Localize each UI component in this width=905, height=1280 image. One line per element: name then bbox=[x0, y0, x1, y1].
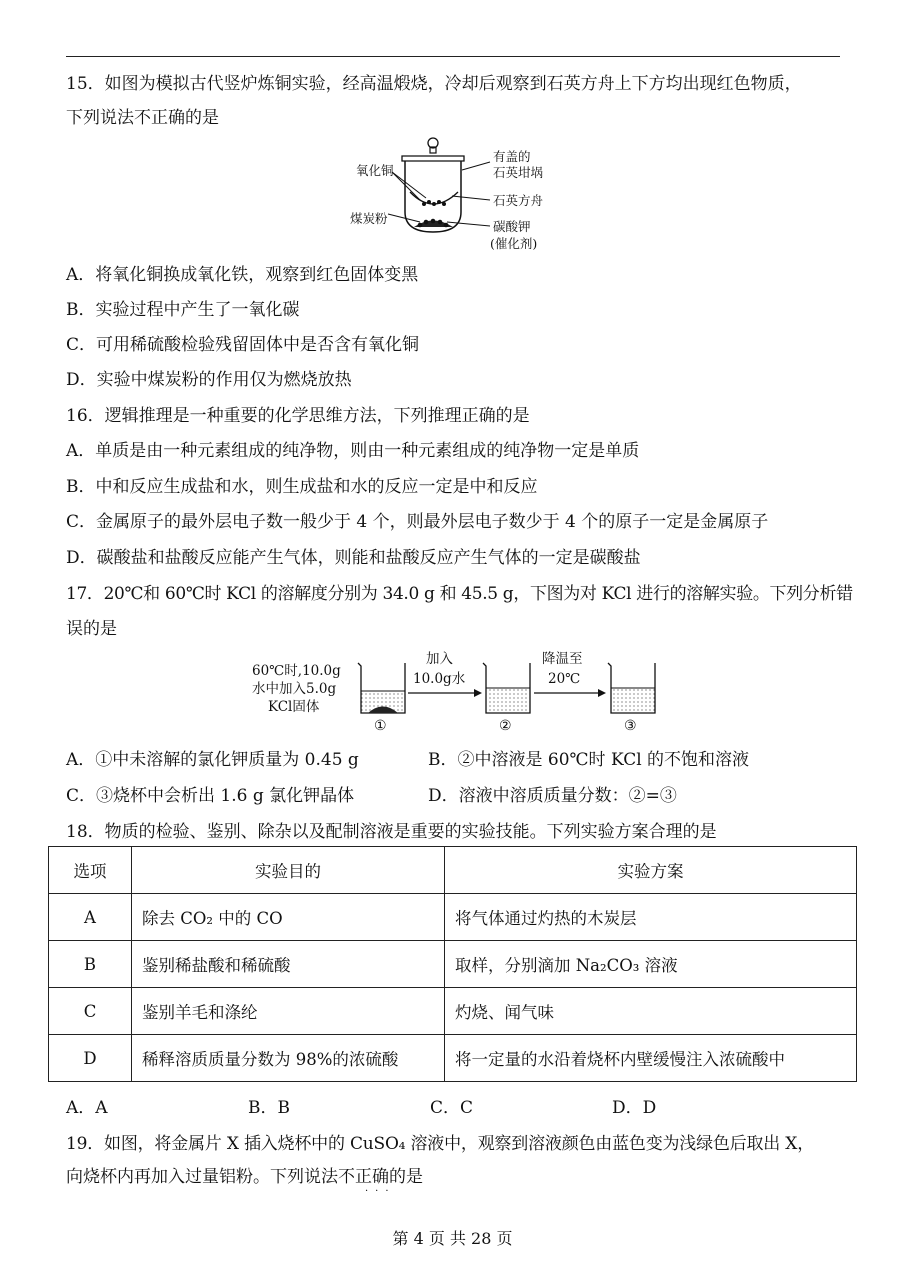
row-a-purpose: 除去 CO₂ 中的 CO bbox=[132, 894, 445, 941]
q18-answer-a: A．A bbox=[66, 1098, 108, 1118]
row-c-option: C bbox=[49, 988, 132, 1035]
row-d-purpose: 稀释溶质质量分数为 98%的浓硫酸 bbox=[132, 1035, 445, 1082]
q19-stem-line2: 向烧杯内再加入过量铝粉。下列说法不正确的是 bbox=[66, 1167, 423, 1187]
beaker-1-label: ① bbox=[374, 718, 387, 734]
q17-stem-line1: 17．20℃和 60℃时 KCl 的溶解度分别为 34.0 g 和 45.5 g，下图为对 KCl 进行的溶解实验。下列分析错 bbox=[66, 584, 853, 604]
q18-answer-d: D．D bbox=[612, 1098, 657, 1118]
row-a-plan: 将气体通过灼热的木炭层 bbox=[445, 894, 857, 941]
page-footer: 第 4 页 共 28 页 bbox=[392, 1229, 513, 1248]
table-row bbox=[49, 988, 857, 1035]
emphasis-dots: ··· bbox=[365, 1186, 396, 1197]
q18-stem: 18．物质的检验、鉴别、除杂以及配制溶液是重要的实验技能。下列实验方案合理的是 bbox=[66, 822, 717, 842]
q16-option-c: C．金属原子的最外层电子数一般少于 4 个，则最外层电子数少于 4 个的原子一定是金属原子 bbox=[66, 512, 769, 532]
table-row bbox=[49, 1035, 857, 1082]
q15-option-a: A．将氧化铜换成氧化铁，观察到红色固体变黑 bbox=[66, 265, 419, 285]
q19-stem-line1: 19．如图，将金属片 X 插入烧杯中的 CuSO₄ 溶液中，观察到溶液颜色由蓝色变为浅绿色后取出 X， bbox=[66, 1134, 815, 1154]
step1-line2: 10.0g水 bbox=[413, 671, 466, 687]
condition-line1: 60℃时,10.0g bbox=[252, 663, 341, 679]
condition-line2: 水中加入5.0g bbox=[252, 681, 337, 697]
row-d-option: D bbox=[49, 1035, 132, 1082]
header-option: 选项 bbox=[49, 847, 132, 894]
q18-table bbox=[48, 846, 857, 1082]
table-row bbox=[49, 941, 857, 988]
label-quartz-boat: 石英方舟 bbox=[493, 193, 544, 208]
beaker-3-label: ③ bbox=[624, 718, 637, 734]
step1-line1: 加入 bbox=[426, 651, 453, 667]
row-d-plan: 将一定量的水沿着烧杯内壁缓慢注入浓硫酸中 bbox=[445, 1035, 857, 1082]
q16-stem: 16．逻辑推理是一种重要的化学思维方法，下列推理正确的是 bbox=[66, 406, 530, 426]
label-catalyst: (催化剂) bbox=[490, 236, 538, 251]
step2-line1: 降温至 bbox=[542, 651, 583, 667]
q17-beaker-figure bbox=[248, 648, 668, 738]
table-header-row bbox=[49, 847, 857, 894]
q18-answer-b: B．B bbox=[248, 1098, 290, 1118]
q15-stem-line2: 下列说法不正确的是 bbox=[66, 108, 219, 128]
label-crucible-line2: 石英坩埚 bbox=[493, 165, 544, 180]
q16-option-d: D．碳酸盐和盐酸反应能产生气体，则能和盐酸反应产生气体的一定是碳酸盐 bbox=[66, 548, 641, 568]
q15-crucible-figure bbox=[340, 134, 570, 256]
q15-option-d: D．实验中煤炭粉的作用仅为燃烧放热 bbox=[66, 370, 352, 390]
beaker-2-label: ② bbox=[499, 718, 512, 734]
q17-option-c: C．③烧杯中会析出 1.6 g 氯化钾晶体 bbox=[66, 786, 355, 806]
row-b-option: B bbox=[49, 941, 132, 988]
header-rule bbox=[66, 56, 840, 57]
step2-line2: 20℃ bbox=[548, 671, 581, 687]
header-plan: 实验方案 bbox=[445, 847, 857, 894]
q17-option-d: D．溶液中溶质质量分数：②=③ bbox=[428, 786, 677, 806]
row-c-purpose: 鉴别羊毛和涤纶 bbox=[132, 988, 445, 1035]
q17-option-a: A．①中未溶解的氯化钾质量为 0.45 g bbox=[66, 750, 359, 770]
q16-option-a: A．单质是由一种元素组成的纯净物，则由一种元素组成的纯净物一定是单质 bbox=[66, 441, 640, 461]
q18-answer-c: C．C bbox=[430, 1098, 474, 1118]
table-row bbox=[49, 894, 857, 941]
q17-stem-line2: 误的是 bbox=[66, 619, 117, 639]
condition-line3: KCl固体 bbox=[268, 699, 320, 715]
q15-option-c: C．可用稀硫酸检验残留固体中是否含有氧化铜 bbox=[66, 335, 420, 355]
label-copper-oxide: 氧化铜 bbox=[356, 163, 394, 178]
row-b-purpose: 鉴别稀盐酸和稀硫酸 bbox=[132, 941, 445, 988]
q17-option-b: B．②中溶液是 60℃时 KCl 的不饱和溶液 bbox=[428, 750, 750, 770]
q15-option-b: B．实验过程中产生了一氧化碳 bbox=[66, 300, 300, 320]
header-purpose: 实验目的 bbox=[132, 847, 445, 894]
q15-stem-line1: 15．如图为模拟古代竖炉炼铜实验，经高温煅烧，冷却后观察到石英方舟上下方均出现红色物质， bbox=[66, 74, 802, 94]
q16-option-b: B．中和反应生成盐和水，则生成盐和水的反应一定是中和反应 bbox=[66, 477, 538, 497]
row-a-option: A bbox=[49, 894, 132, 941]
row-b-plan: 取样，分别滴加 Na₂CO₃ 溶液 bbox=[445, 941, 857, 988]
label-coal-powder: 煤炭粉 bbox=[350, 211, 388, 226]
row-c-plan: 灼烧、闻气味 bbox=[445, 988, 857, 1035]
label-crucible-line1: 有盖的 bbox=[493, 149, 531, 164]
label-potassium-carbonate: 碳酸钾 bbox=[493, 219, 531, 234]
